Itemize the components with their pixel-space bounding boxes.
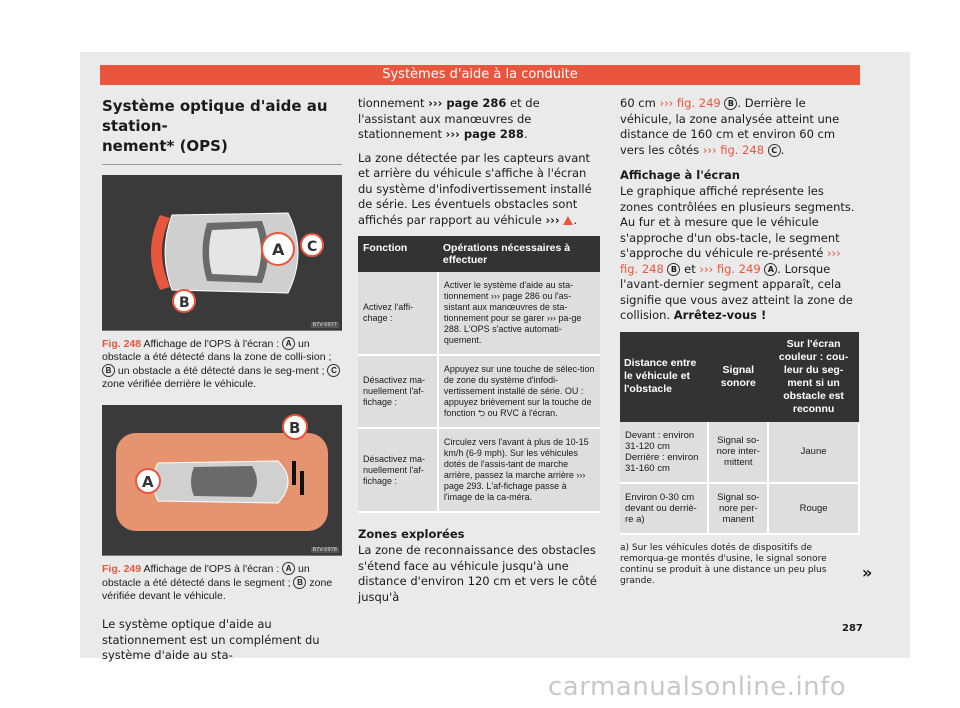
figure-248-caption: Fig. 248 Affichage de l'OPS à l'écran : A un obstacle a été détecté dans la zone de colli-sion ; B un obstacle a été détecté dans le seg-ment ; C zone vérifiée derrière le véhicule. [102,337,342,391]
ref-b-badge: B [102,364,115,377]
callout-c-label: C [307,239,318,255]
paragraph-2: Le graphique affiché représente les zones contrôlées en plusieurs segments. Au fur et à mesure que le véhicule s'approche d'un obs-tacle, le segment s'approche du véhicule re-présenté ››› fig. 248 B et ››› fig. 249 A . Lorsque l'avant-dernier segment apparaît, cela signifie que vous avez atteint la zone de collision. Arrêtez-vous ! [620,184,855,322]
table-header-row [358,236,600,272]
table-cell: Environ 0-30 cm devant ou derriè-re a) [620,483,708,534]
table-cell: Signal so-nore inter-mittent [708,422,768,483]
table-row [358,272,600,355]
table-cell: Jaune [768,422,859,483]
column-middle [358,96,600,613]
figure-248-image [102,175,342,331]
chapter-header: Systèmes d'aide à la conduite [100,65,860,85]
figure-code: B7V-0977 [312,322,337,328]
page-number: 287 [842,623,863,634]
page-ref-link[interactable]: ››› page 286 [428,96,507,110]
table-cell: Désactivez ma-nuellement l'af-fichage : [358,428,438,512]
table-row [620,422,859,483]
table-cell: Devant : environ 31-120 cm Derrière : environ 31-160 cm [620,422,708,483]
ref-b-badge: B [724,97,737,110]
figure-249-caption: Fig. 249 Affichage de l'OPS à l'écran : A un obstacle a été détecté dans le segment ; B zone vérifiée devant le véhicule. [102,563,333,602]
table-header-row [620,332,859,422]
column-header: Opérations nécessaires à effectuer [438,236,600,272]
figure-ref-link[interactable]: ››› fig. 249 [659,96,721,110]
callout-b-label: B [179,295,190,311]
column-left [102,96,342,672]
figure-ref-link[interactable]: ››› fig. 249 [699,261,761,276]
paragraph-1: 60 cm ››› fig. 249 B . Derrière le véhicule, la zone analysée atteint une distance de 160 cm et environ 60 cm vers les côtés ››› fig. 248 C . [620,96,840,157]
ref-c-badge: C [768,144,781,157]
table-cell: Activer le système d'aide au sta-tionnement ››› page 286 ou l'as-sistant aux manœuvres de sta-tionnement pour se garer ››› pa-ge 288. L'OPS s'active automati-quement. [438,272,600,355]
warning-ref-link[interactable]: ››› [545,212,560,227]
callout-b-label: B [289,419,301,437]
figure-ref-link[interactable]: ››› fig. 248 [620,246,841,276]
page-ref-link[interactable]: ››› page 288 [445,127,524,141]
ref-a-badge: A [764,263,777,276]
paragraph-3: La zone de reconnaissance des obstacles s'étend face au véhicule jusqu'à une distance d'environ 120 cm et vers le côté jusqu'à [358,543,597,604]
table-row [358,428,600,512]
distance-signal-table [620,332,860,535]
continue-marker: » [862,563,873,582]
ref-b-badge: B [667,263,680,276]
column-header: Distance entre le véhicule et l'obstacle [620,332,708,422]
table-row [358,355,600,428]
section-title: Système optique d'aide au station- nement* (OPS) [102,96,342,165]
table-cell: Circulez vers l'avant à plus de 10-15 km/h (6-9 mph). Sur les véhicules dotés de l'assis-tant de marche arrière, passez la marche arrière ››› page 293. L'af-fichage passe à l'image de la ca-méra. [438,428,600,512]
column-header: Signal sonore [708,332,768,422]
figure-ref-link[interactable]: ››› fig. 248 [702,142,765,157]
operations-table [358,236,600,513]
subsection-title: Affichage à l'écran [620,168,740,182]
column-header: Sur l'écran couleur : cou-leur du seg-ment si un obstacle est reconnu [768,332,859,422]
ref-c-badge: C [327,364,340,377]
warning-icon [563,216,573,225]
column-right [620,96,860,587]
column-header: Fonction [358,236,438,272]
table-cell: Rouge [768,483,859,534]
table-row [620,483,859,534]
subsection-title: Zones explorées [358,527,465,541]
paragraph-1: tionnement ››› page 286 et de l'assistant aux manœuvres de stationnement ››› page 288. [358,96,540,141]
table-cell: Activez l'affi-chage : [358,272,438,355]
table-footnote: a) Sur les véhicules dotés de dispositifs de remorqua-ge montés d'usine, le signal sonore continu se produit à une distance un peu plus grande. [620,542,827,586]
callout-a-label: A [142,473,154,491]
table-cell: Appuyez sur une touche de sélec-tion de zone du système d'infodi-vertissement installé de série. OU : appuyez brièvement sur la touche de fonction ⮌ ou RVC à l'écran. [438,355,600,428]
ops-rear-diagram [102,175,342,330]
table-cell: Signal so-nore per-manent [708,483,768,534]
callout-a-label: A [272,240,285,259]
ref-a-badge: A [282,562,295,575]
figure-code: B7V-0978 [312,547,337,553]
ops-front-diagram [102,405,342,555]
ref-b-badge: B [293,576,306,589]
table-cell: Désactivez ma-nuellement l'af-fichage : [358,355,438,428]
paragraph-2: La zone détectée par les capteurs avant et arrière du véhicule s'affiche à l'écran du système d'infodivertissement installé de série. Les éventuels obstacles sont affichés par rapport au véhicule ››› . [358,150,592,227]
figure-249-image [102,405,342,556]
intro-paragraph: Le système optique d'aide au stationnement est un complément du système d'aide au sta- [102,617,320,662]
watermark-text: carmanualsonline.info [548,672,847,702]
ref-a-badge: A [282,337,295,350]
